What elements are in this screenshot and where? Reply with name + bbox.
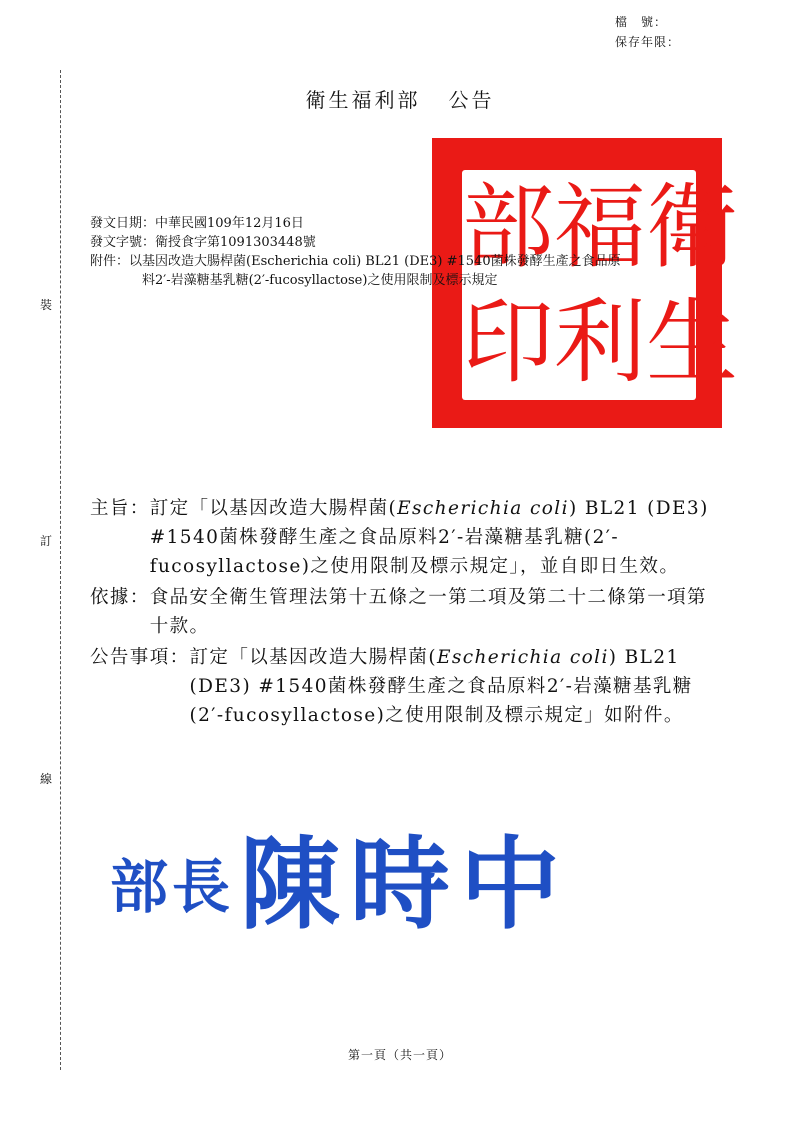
archive-fields bbox=[615, 12, 680, 52]
seal-char: 利 bbox=[554, 288, 647, 396]
document-type: 公告 bbox=[448, 88, 495, 112]
seal-char: 生 bbox=[646, 288, 739, 396]
seal-char: 部 bbox=[462, 173, 555, 281]
purpose-species-name: Escherichia coli bbox=[397, 498, 569, 519]
file-number-field bbox=[615, 12, 680, 32]
basis-label: 依據： bbox=[90, 587, 150, 608]
reference-number-row bbox=[90, 233, 621, 252]
seal-char: 福 bbox=[554, 173, 647, 281]
notice-paragraph bbox=[90, 643, 720, 730]
purpose-text: 訂定「以基因改造大腸桿菌(Escherichia coli) BL21 (DE3) #1540菌株發酵生產之食品原料2′-岩藻糖基乳糖(2′-fucosyllactose)之使用限制及標示規定」，並自即日生效。 bbox=[149, 498, 709, 577]
attachment-row bbox=[90, 252, 621, 271]
notice-text: 訂定「以基因改造大腸桿菌(Escherichia coli) BL21 (DE3) #1540菌株發酵生產之食品原料2′-岩藻糖基乳糖(2′-fucosyllactose)之使用限制及標示規定」如附件。 bbox=[189, 647, 693, 726]
purpose-paragraph bbox=[90, 494, 720, 581]
retention-label: 保存年限： bbox=[614, 35, 680, 49]
binding-char-xian: 線 bbox=[40, 766, 52, 791]
document-body bbox=[90, 494, 720, 732]
minister-signature bbox=[110, 804, 570, 948]
purpose-label: 主旨： bbox=[90, 498, 150, 519]
basis-text: 食品安全衛生管理法第十五條之一第二項及第二十二條第一項第十款。 bbox=[149, 587, 707, 637]
issue-date-value: 中華民國109年12月16日 bbox=[155, 216, 304, 231]
document-title bbox=[0, 84, 800, 113]
attachment-value-line1: 以基因改造大腸桿菌(Escherichia coli) BL21 (DE3) #1540菌株發酵生產之食品原 bbox=[129, 254, 621, 269]
attachment-value-line2: 料2′-岩藻糖基乳糖(2′-fucosyllactose)之使用限制及標示規定 bbox=[142, 273, 498, 288]
signature-title: 部長 bbox=[110, 853, 235, 921]
issue-date-label: 發文日期： bbox=[90, 216, 156, 231]
signature-name: 陳時中 bbox=[240, 825, 571, 943]
file-number-label: 檔 號： bbox=[614, 15, 667, 29]
binding-dashed-line bbox=[60, 70, 61, 1070]
binding-char-ding: 訂 bbox=[40, 528, 52, 553]
reference-number-label: 發文字號： bbox=[90, 235, 156, 250]
seal-char: 衛 bbox=[646, 173, 739, 281]
document-meta bbox=[90, 214, 621, 290]
issue-date-row bbox=[90, 214, 621, 233]
binding-char-zhuang: 裝 bbox=[40, 292, 52, 317]
attachment-label: 附件： bbox=[90, 254, 130, 269]
notice-label: 公告事項： bbox=[90, 647, 190, 668]
page-number: 第一頁（共一頁） bbox=[347, 1048, 452, 1062]
attachment-row-continued bbox=[90, 271, 621, 290]
agency-name: 衛生福利部 bbox=[305, 88, 421, 112]
notice-species-name: Escherichia coli bbox=[436, 647, 609, 668]
seal-char: 印 bbox=[462, 288, 555, 396]
reference-number-value: 衛授食字第1091303448號 bbox=[155, 235, 316, 250]
basis-paragraph bbox=[90, 583, 720, 641]
retention-field bbox=[615, 32, 680, 52]
